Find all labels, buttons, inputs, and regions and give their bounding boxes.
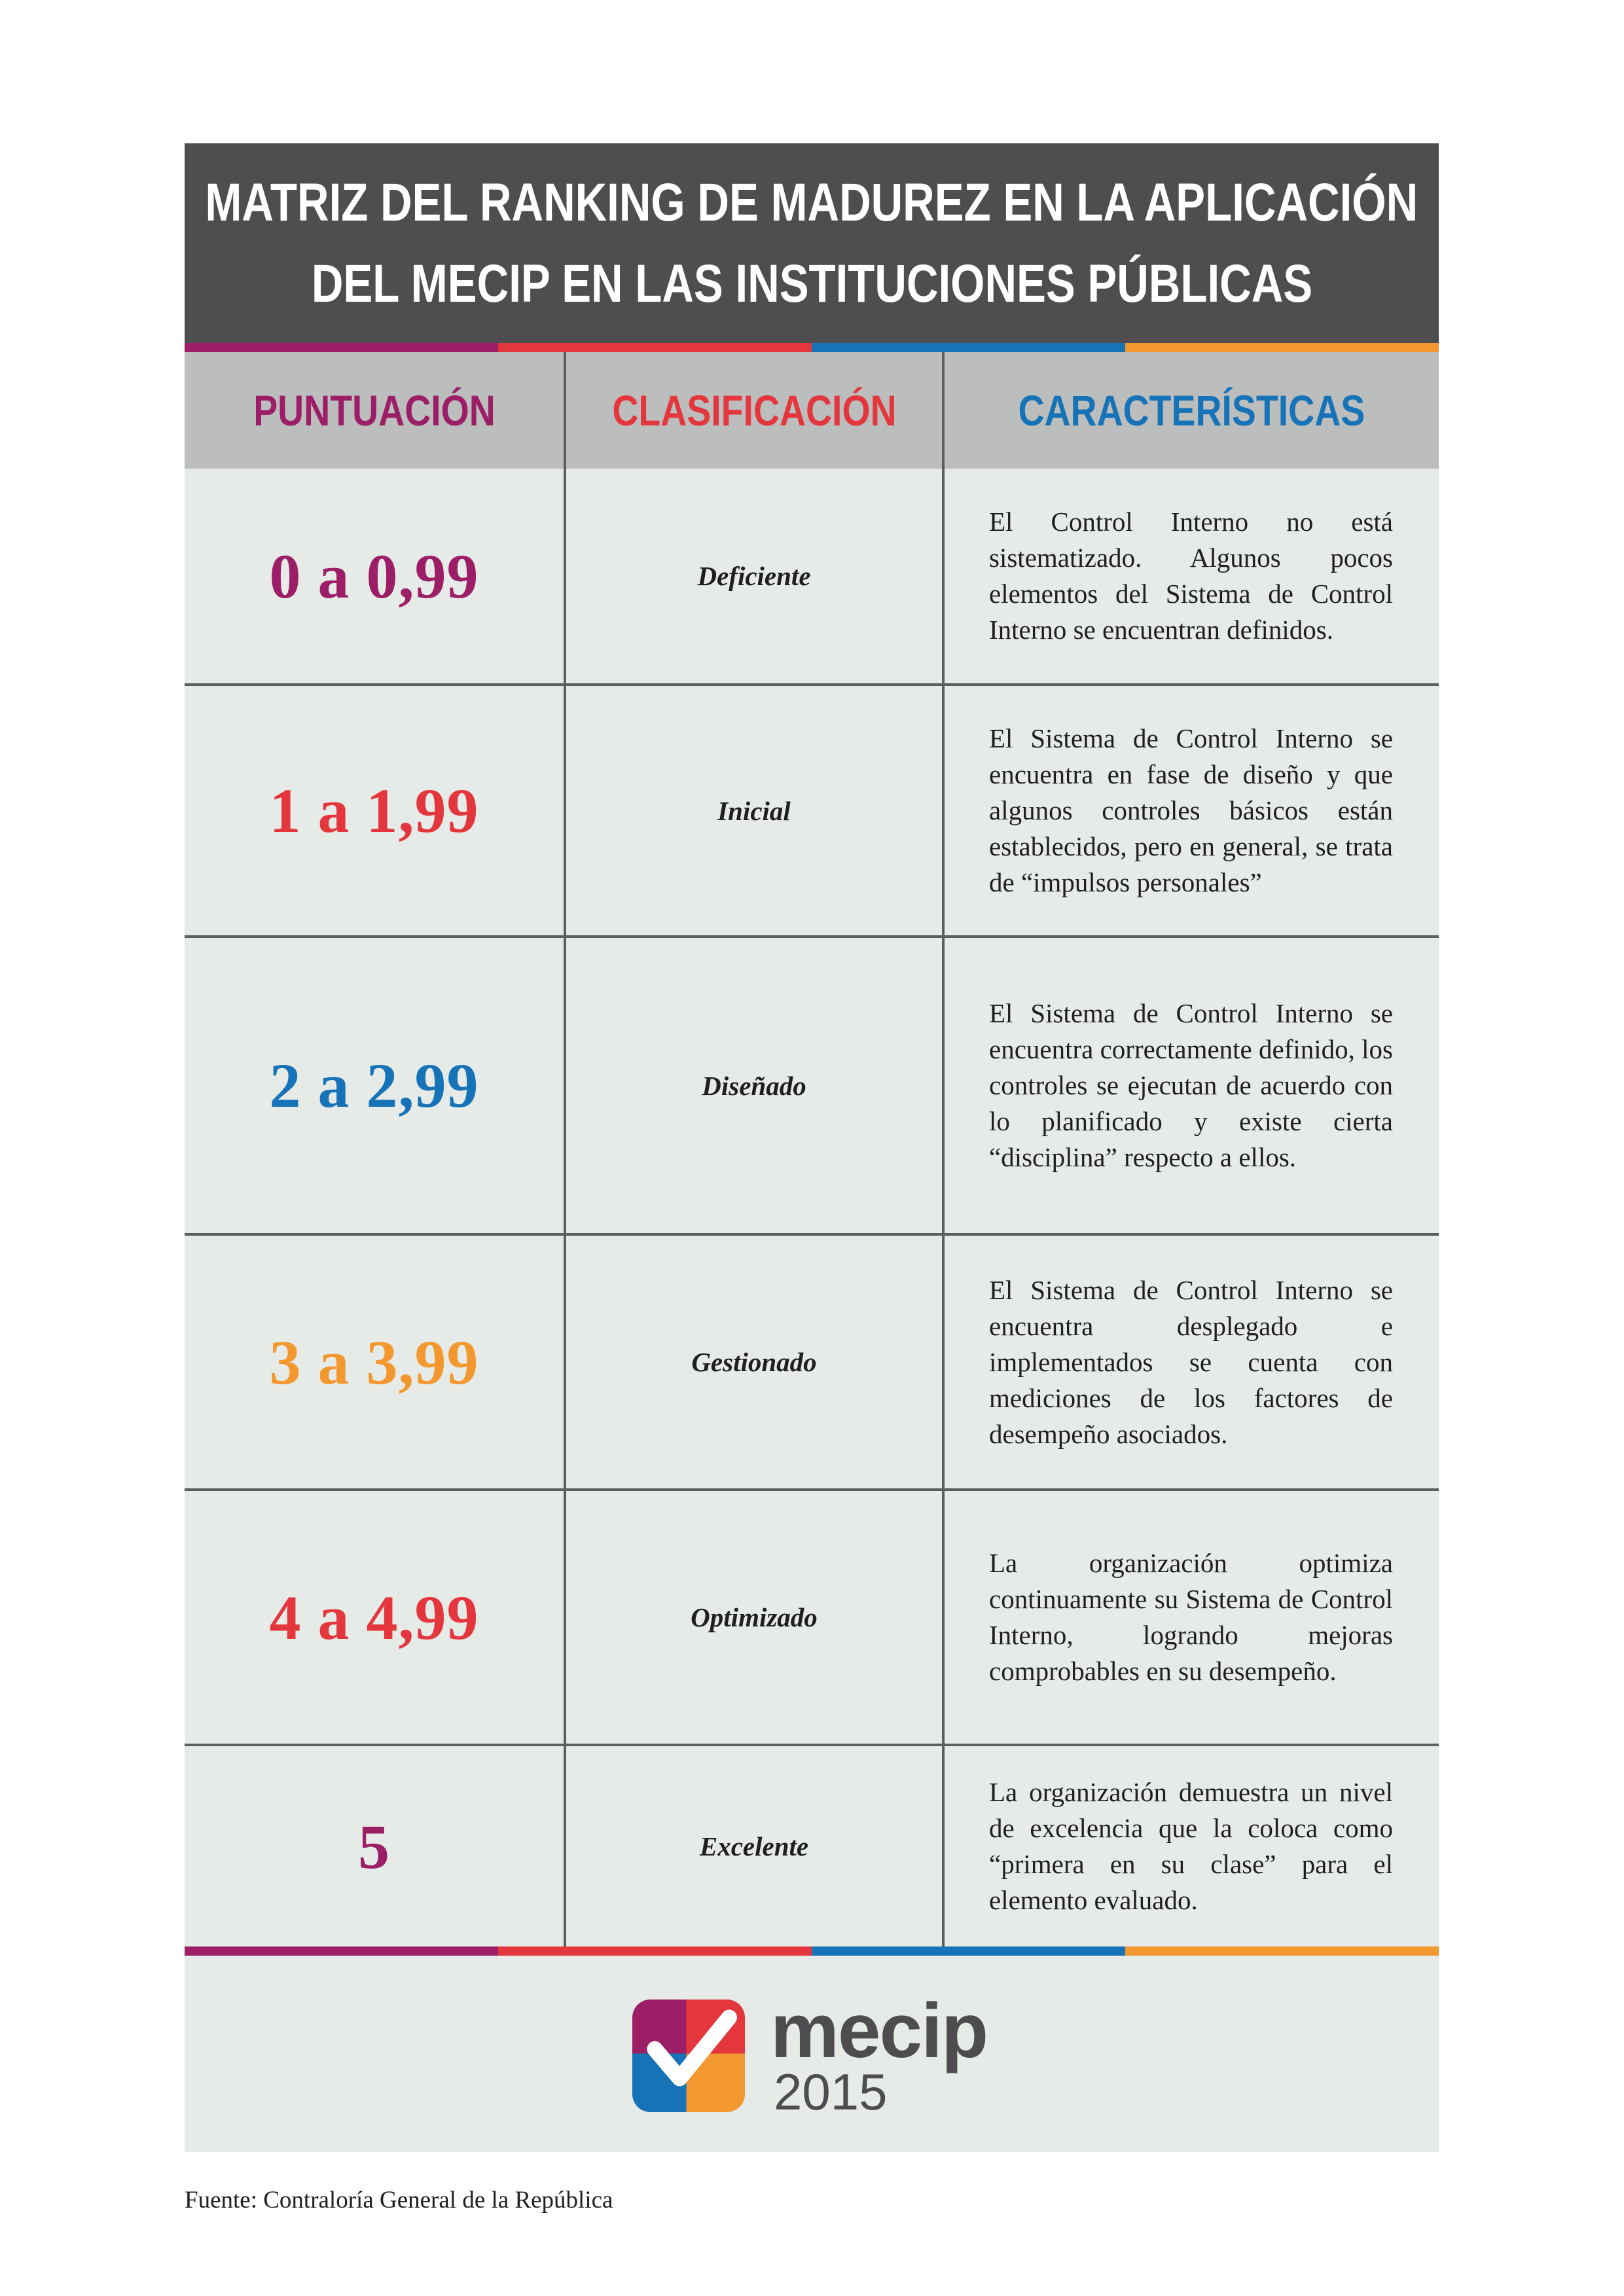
column-header-classification: CLASIFICACIÓN (565, 352, 943, 469)
stripe-purple (185, 343, 498, 352)
table-row (185, 469, 1439, 685)
classification-cell: Gestionado (565, 1234, 943, 1490)
stripe-purple (185, 1946, 498, 1956)
description-cell: El Sistema de Control Interno se encuentra desplegado e implementados se cuenta con mediciones de los factores de desempeño asociados. (943, 1234, 1439, 1490)
table-row (185, 1234, 1439, 1490)
classification-cell: Excelente (565, 1745, 943, 1946)
score-cell: 2 a 2,99 (185, 937, 565, 1234)
score-cell: 1 a 1,99 (185, 685, 565, 937)
classification-cell: Diseñado (565, 937, 943, 1234)
score-cell: 3 a 3,99 (185, 1234, 565, 1490)
stripe-red (498, 343, 812, 352)
table-row (185, 1490, 1439, 1745)
score-cell: 0 a 0,99 (185, 469, 565, 685)
classification-cell: Optimizado (565, 1490, 943, 1745)
column-header-characteristics: CARACTERÍSTICAS (943, 352, 1439, 469)
description-cell: La organización demuestra un nivel de excelencia que la coloca como “primera en su clase” para el elemento evaluado. (943, 1745, 1439, 1946)
stripe-orange (1125, 1946, 1439, 1956)
description-cell: La organización optimiza continuamente su Sistema de Control Interno, logrando mejoras comprobables en su desempeño. (943, 1490, 1439, 1745)
table-row (185, 937, 1439, 1234)
title-banner (185, 143, 1439, 343)
maturity-table (185, 352, 1439, 1946)
table-row (185, 1745, 1439, 1946)
description-cell: El Sistema de Control Interno se encuentra en fase de diseño y que algunos controles básicos están establecidos, pero en general, se trata de “impulsos personales” (943, 685, 1439, 937)
title-line-2: DEL MECIP EN LAS INSTITUCIONES PÚBLICAS (311, 253, 1312, 314)
color-stripe-top (185, 343, 1439, 352)
logo-wordmark: mecip (770, 1988, 988, 2074)
score-cell: 4 a 4,99 (185, 1490, 565, 1745)
column-header-score: PUNTUACIÓN (185, 352, 565, 469)
stripe-red (498, 1946, 812, 1956)
color-stripe-bottom (185, 1946, 1439, 1956)
score-cell: 5 (185, 1745, 565, 1946)
stripe-orange (1125, 343, 1439, 352)
classification-cell: Deficiente (565, 469, 943, 685)
title-line-1: MATRIZ DEL RANKING DE MADUREZ EN LA APLICACIÓN (205, 172, 1418, 232)
logo-year: 2015 (774, 2063, 888, 2121)
classification-cell: Inicial (565, 685, 943, 937)
description-cell: El Control Interno no está sistematizado. Algunos pocos elementos del Sistema de Control Interno se encuentran definidos. (943, 469, 1439, 685)
checkmark-icon (632, 2000, 745, 2112)
description-cell: El Sistema de Control Interno se encuentra correctamente definido, los controles se ejecutan de acuerdo con lo planificado y existe cierta “disciplina” respecto a ellos. (943, 937, 1439, 1234)
stripe-blue (812, 1946, 1125, 1956)
ranking-matrix-sheet (185, 143, 1439, 2152)
stripe-blue (812, 343, 1125, 352)
logo-area (185, 1956, 1439, 2152)
table-row (185, 685, 1439, 937)
source-note: Fuente: Contraloría General de la República (185, 2187, 613, 2214)
table-header-row (185, 352, 1439, 469)
